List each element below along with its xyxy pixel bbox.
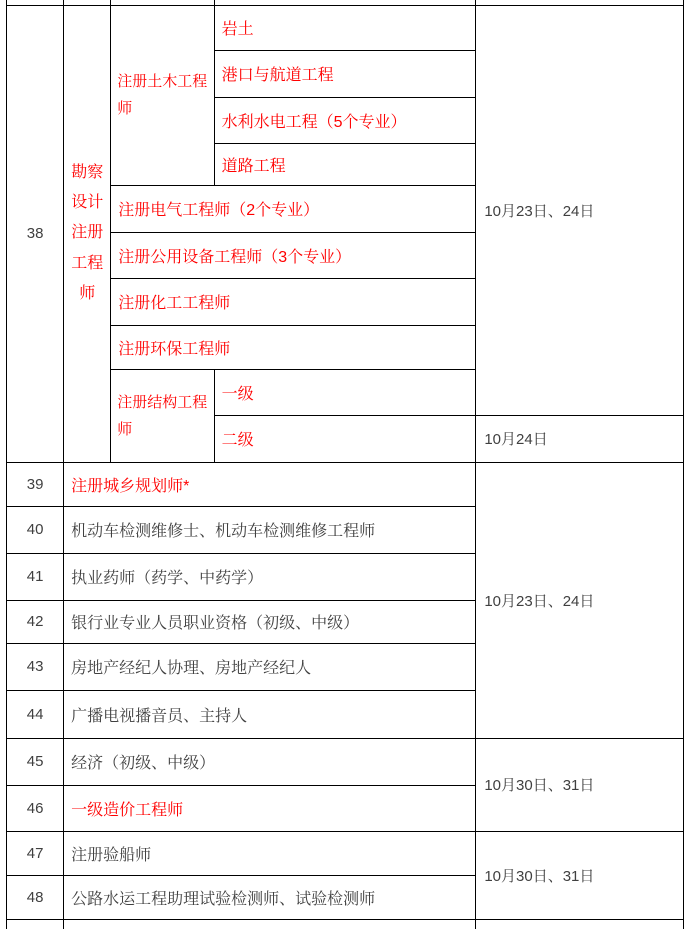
row-number-cell: 45 (7, 738, 64, 785)
table-row (7, 462, 684, 506)
exam-date-cell: 10月24日 (476, 415, 684, 462)
exam-date-cell: 10月23日、24日 (476, 5, 684, 415)
exam-schedule-table (6, 0, 684, 929)
specialty-cell: 水利水电工程（5个专业） (214, 97, 476, 143)
row-number-cell: 43 (7, 643, 64, 690)
exam-name-cell: 注册公用设备工程师（3个专业） (111, 232, 476, 278)
exam-name-cell: 房地产经纪人协理、房地产经纪人 (64, 643, 476, 690)
specialty-cell: 港口与航道工程 (214, 50, 476, 97)
row-number-cell: 38 (7, 5, 64, 462)
row-number-cell: 48 (7, 875, 64, 919)
level-cell: 二级 (214, 415, 476, 462)
civil-engineer-cell: 注册土木工程师 (111, 5, 214, 185)
exam-name-cell: 机动车检测维修士、机动车检测维修工程师 (64, 506, 476, 553)
exam-name-cell: 注册化工工程师 (111, 278, 476, 325)
exam-name-cell: 注册验船师 (64, 831, 476, 875)
table-row (7, 5, 684, 50)
row-number-cell: 44 (7, 690, 64, 738)
exam-name-cell: 注册城乡规划师* (64, 462, 476, 506)
row-number-cell: 47 (7, 831, 64, 875)
exam-name-cell: 公路水运工程助理试验检测师、试验检测师 (64, 875, 476, 919)
exam-date-cell: 10月23日、24日 (476, 462, 684, 738)
row-number-cell: 42 (7, 600, 64, 643)
row-number-cell: 41 (7, 553, 64, 600)
exam-name-cell: 注册电气工程师（2个专业） (111, 185, 476, 232)
exam-name-cell: 银行业专业人员职业资格（初级、中级） (64, 600, 476, 643)
row-number-cell: 46 (7, 785, 64, 831)
row-number-cell: 39 (7, 462, 64, 506)
exam-date-cell: 10月30日、31日 (476, 738, 684, 831)
category-cell: 勘察设计注册工程师 (64, 5, 111, 462)
structural-engineer-cell: 注册结构工程师 (111, 369, 214, 462)
table-row (7, 738, 684, 785)
exam-date-cell: 10月30日、31日 (476, 831, 684, 919)
specialty-cell: 岩土 (214, 5, 476, 50)
table-row (7, 831, 684, 875)
level-cell: 一级 (214, 369, 476, 415)
exam-name-cell: 经济（初级、中级） (64, 738, 476, 785)
row-number-cell: 40 (7, 506, 64, 553)
exam-name-cell: 广播电视播音员、主持人 (64, 690, 476, 738)
exam-name-cell: 注册环保工程师 (111, 325, 476, 369)
exam-name-cell: 执业药师（药学、中药学） (64, 553, 476, 600)
exam-name-cell: 一级造价工程师 (64, 785, 476, 831)
specialty-cell: 道路工程 (214, 143, 476, 185)
